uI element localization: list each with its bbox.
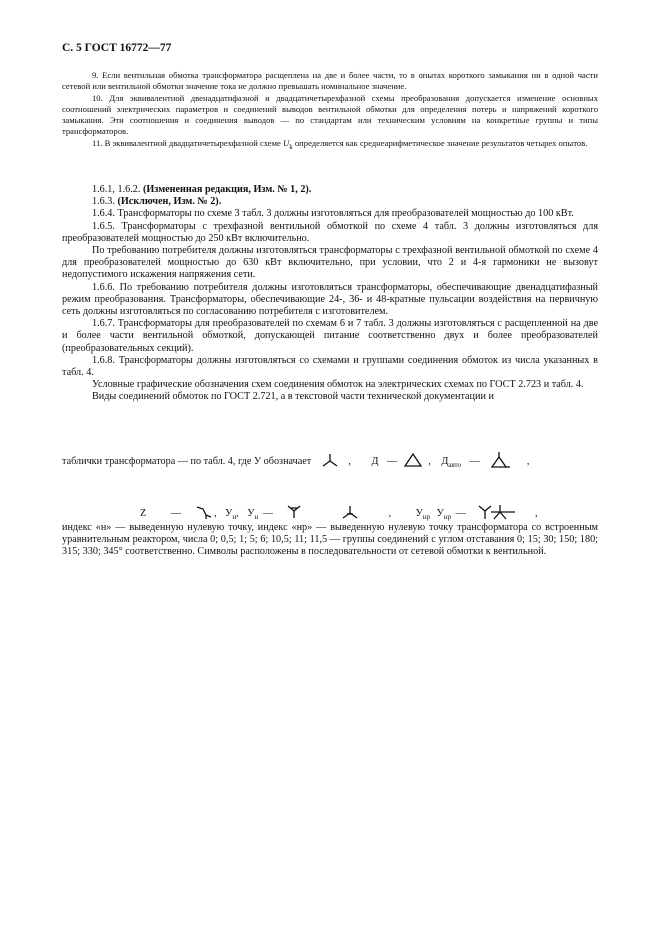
page-header: С. 5 ГОСТ 16772—77 bbox=[62, 42, 172, 54]
graphic-symbols-note: Условные графические обозначения схем соединения обмоток на электрических схемах по ГОСТ 2.723 и табл. 4. bbox=[92, 379, 584, 391]
clause-167: 1.6.7. Трансформаторы для преобразователей по схемам 6 и 7 табл. 3 должны изготовляться с расщепленной на две и более части вентильной обмоткой, допускающей питание соответственно двух и более преобразователей (преобразовательных секций). bbox=[62, 318, 598, 354]
notes-block bbox=[62, 70, 598, 153]
reactor-star-icon bbox=[478, 504, 516, 523]
clause-166: 1.6.6. По требованию потребителя должны изготовляться трансформаторы, обеспечивающие двенадцатифазный режим преобразования. Трансформаторы, обеспечивающие 24-, 36- и 48-кратные пульсации воздействия на первичную сеть должны изготовляться по согласованию потребителя с изготовителем. bbox=[62, 281, 598, 318]
uk-symbol: U bbox=[283, 137, 290, 148]
delta-icon bbox=[404, 453, 422, 470]
note-11: 11. В эквивалентной двадцатичетырехфазной схеме $U_k$ определяется как среднеарифметическое значение результатов четырех опытов. bbox=[92, 137, 588, 151]
neutral-star-icon bbox=[287, 505, 301, 522]
views-line: Виды соединений обмоток по ГОСТ 2.721, а в текстовой части технической документации и bbox=[92, 391, 494, 403]
note-9: 9. Если вентильная обмотка трансформатора расщеплена на две и более части, то в опытах короткого замыкания ни в одной части сетевой или вентильной обмотки значение тока не должно превышать номинальное значение. bbox=[62, 70, 598, 92]
note-10: 10. Для эквивалентной двенадцатифазной и двадцатичетырехфазной схемы преобразования допускается изменение основных соотношений электрических параметров и соединений выводов вентильной обмотки для определения потерь и напряжений короткого замыкания. Эти соотношения и соединения выводов — по стандартам или техническим условиям на конкретные группы и типы трансформаторов. bbox=[62, 92, 598, 137]
zigzag-icon bbox=[196, 505, 212, 522]
symbols-line-1: таблички трансформатора — по табл. 4, где У обозначает , Д — , $Д_{авто}$ — , bbox=[62, 452, 602, 471]
zigzag-symbol: Z bbox=[140, 507, 147, 519]
clause-165-extra: По требованию потребителя должны изготовляться трансформаторы с трехфазной вентильной обмоткой по схеме 4 для преобразователей мощностью до 630 кВт включительно, при условии, что 2 и 4-я гармоники не вызовут недопустимого искажения напряжения сети. bbox=[62, 245, 598, 281]
symbols-line-2: Z — , $У_н$, $У_н$ — , $У_{нр}$ $У_{нр}$ — , bbox=[140, 504, 661, 523]
star-icon bbox=[322, 453, 338, 470]
auto-delta-icon bbox=[488, 452, 510, 471]
clause-168: 1.6.8. Трансформаторы должны изготовляться со схемами и группами соединения обмоток из числа указанных в табл. 4. bbox=[62, 354, 598, 379]
symbols-lead-text: таблички трансформатора — по табл. 4, где У обозначает bbox=[62, 455, 312, 467]
clause-163: 1.6.3. (Исключен, Изм. № 2). bbox=[92, 196, 222, 208]
clause-161-162: 1.6.1, 1.6.2. (Измененная редакция, Изм. № 1, 2). bbox=[92, 184, 312, 195]
final-paragraph: индекс «н» — выведенную нулевую точку, индекс «нр» — выведенную нулевую точку трансформатора со встроенным уравнительным реактором, числа 0; 0,5; 1; 5; 6; 10,5; 11; 11,5 — группы соединений с углом отставания 0; 15; 30; 150; 180; 315; 330; 345° соответственно. Символы расположены в последовательности от сетевой обмотки к вентильной. bbox=[62, 522, 598, 558]
clauses-block bbox=[62, 184, 598, 404]
clause-164: 1.6.4. Трансформаторы по схеме 3 табл. 3 должны изготовляться для преобразователей мощностью до 100 кВт. bbox=[92, 208, 574, 220]
star-icon bbox=[342, 505, 358, 522]
clause-165: 1.6.5. Трансформаторы с трехфазной вентильной обмоткой по схеме 4 табл. 3 должны изготовляться для преобразователей мощностью до 250 кВт включительно. bbox=[62, 220, 598, 244]
